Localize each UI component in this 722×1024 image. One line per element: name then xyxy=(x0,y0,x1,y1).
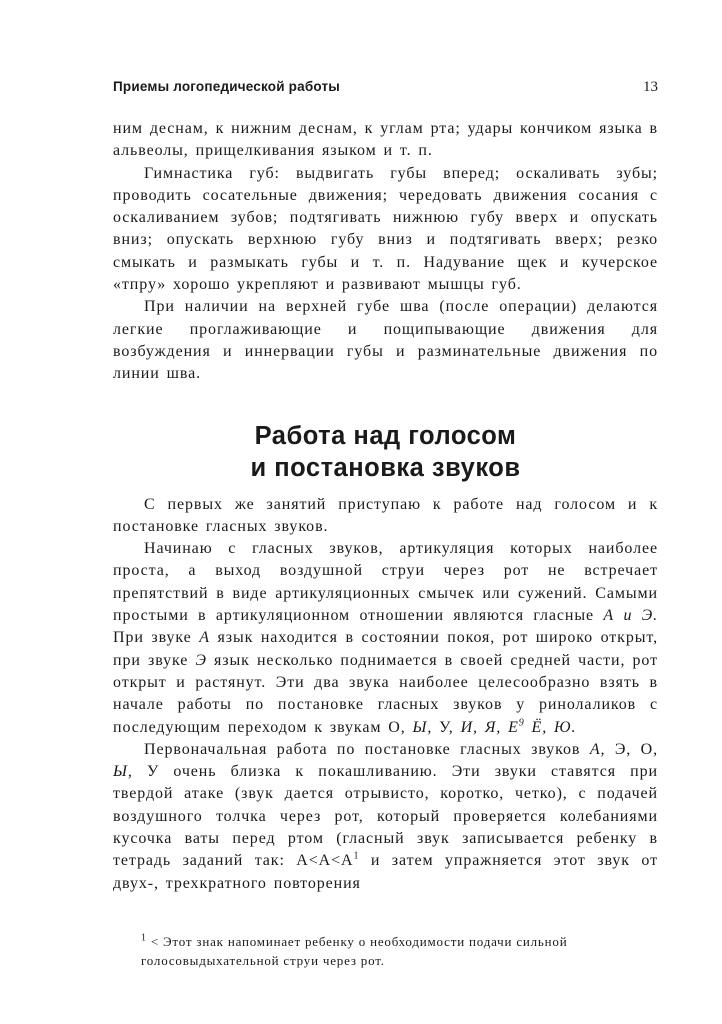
paragraph-lip-gymnastics: Гимнастика губ: выдвигать губы вперед; оскаливать зубы; проводить сосательные движения; чередовать движения сосания с оскаливанием зубов; подтягивать нижнюю губу вверх и опускать вниз; опускать верхнюю губу вниз и подтягивать вверх; резко смыкать и размыкать губы и т. п. Надувание щек и кучерское «тпру» хорошо укрепляют и развивают мышцы губ. xyxy=(113,164,658,294)
text-run: язык несколько поднимается в своей средней части, рот открыт и растянут. Эти два звука наиболее целесообразно взять в начале работы по постановке гласных звуков у ринолаликов с последующим переходом к звукам О, xyxy=(113,651,658,736)
paragraph-continuation: ним деснам, к нижним деснам, к углам рта; удары кончиком языка в альвеолы, прищелкивания языком и т. п. xyxy=(113,120,658,160)
text-run: Начинаю с гласных звуков, артикуляция которых наиболее проста, а выход воздушной струи через рот не встречает препятствий в виде артикуляционных смычек или сужений. Самыми простыми в артикуляционном отношении являются гласные xyxy=(113,540,658,625)
italic-run: Э xyxy=(195,651,207,669)
footnote-marker: 1 xyxy=(141,932,147,944)
italic-run: Ё, Ю. xyxy=(524,718,577,736)
text-run: У, xyxy=(432,718,461,736)
paragraph-intro: С первых же занятий приступаю к работе над голосом и к постановке гласных звуков. xyxy=(113,495,658,535)
page-body xyxy=(113,118,658,895)
italic-run: А xyxy=(199,629,210,647)
section-heading xyxy=(113,420,658,484)
page-number: 13 xyxy=(643,79,658,95)
italic-run: Ы, xyxy=(113,763,133,781)
text-run: У очень близка к покашливанию. Эти звуки ставятся при твердой атаке (звук дается отрывисто, коротко, четко), с подачей воздушного толчка через рот, который проверяется колебаниями кусочка ваты перед ртом (гласный звук записывается ребенку в тетрадь заданий так: А<А<А xyxy=(113,763,658,870)
text-run: Первоначальная работа по постановке гласных звуков xyxy=(144,740,590,758)
running-title: Приемы логопедической работы xyxy=(113,79,341,94)
text-run: При звуке xyxy=(113,629,200,647)
superscript-run: 9 xyxy=(518,717,525,729)
page-header xyxy=(113,79,658,101)
text-run: и затем упражняется этот звук от двух-, трехкратного повторения xyxy=(113,852,658,892)
paragraph-initial-work xyxy=(113,739,658,895)
italic-run: А и Э. xyxy=(603,607,658,625)
italic-run: Ы, xyxy=(412,718,433,736)
paragraph-scar-massage: При наличии на верхней губе шва (после операции) делаются легкие проглаживающие и пощипывающие движения для возбуждения и иннервации губы и разминательные движения по линии шва. xyxy=(113,298,658,383)
footnote-ref: 1 xyxy=(353,850,360,862)
text-run: Э, О, xyxy=(605,740,658,758)
text-run: язык находится в состоянии покоя, рот широко открыт, при звуке xyxy=(113,629,658,669)
footnote xyxy=(113,932,658,970)
italic-run: А, xyxy=(589,740,606,758)
paragraph-vowels xyxy=(113,538,658,739)
section-heading-line-2: и постановка звуков xyxy=(250,453,521,482)
section-heading-line-1: Работа над голосом xyxy=(254,421,517,450)
italic-run: И, Я, Е xyxy=(460,718,519,736)
footnote-text: < Этот знак напоминает ребенку о необходимости подачи сильной голосовыдыхательной струи через рот. xyxy=(141,934,568,968)
